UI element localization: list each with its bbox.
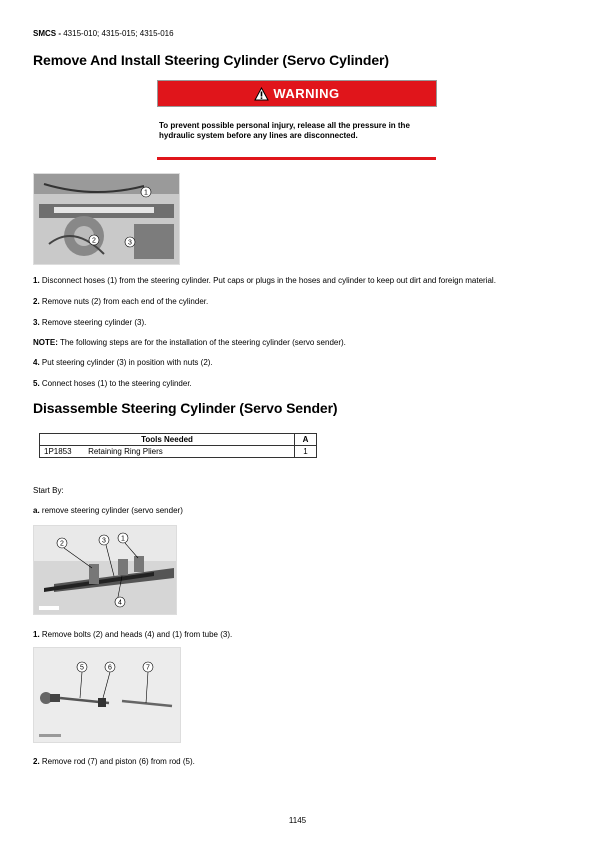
- tool-cell: [40, 446, 295, 458]
- figure-cylinder-tube-parts: [33, 525, 177, 615]
- fig2-callout-1: 1: [121, 535, 125, 543]
- step-number: 3.: [33, 318, 40, 327]
- tool-part-number: 1P1853: [44, 447, 72, 456]
- step-number: 4.: [33, 358, 40, 367]
- step-number: 1.: [33, 276, 40, 285]
- step-number: 2.: [33, 297, 40, 306]
- smcs-codes: 4315-010; 4315-015; 4315-016: [63, 29, 174, 38]
- tool-name: Retaining Ring Pliers: [88, 447, 163, 456]
- table-row: [40, 446, 316, 458]
- fig1-callout-1: 1: [144, 189, 148, 197]
- step-text: Put steering cylinder (3) in position with nuts (2).: [41, 358, 213, 367]
- fig1-callout-3: 3: [128, 239, 132, 247]
- install-note: [33, 338, 346, 347]
- install-step-4: [33, 358, 213, 367]
- figure-rod-piston-parts: [33, 647, 181, 743]
- step-text: Remove nuts (2) from each end of the cylinder.: [41, 297, 209, 306]
- step-text: Connect hoses (1) to the steering cylinder.: [41, 379, 192, 388]
- step-text: Remove rod (7) and piston (6) from rod (5).: [41, 757, 195, 766]
- smcs-line: [33, 29, 174, 38]
- remove-step-1: [33, 276, 496, 285]
- start-by-label: Start By:: [33, 486, 64, 495]
- tool-qty: 1: [295, 446, 317, 458]
- disassemble-step-2: [33, 757, 195, 766]
- remove-step-2: [33, 297, 208, 306]
- remove-step-3: [33, 318, 146, 327]
- warning-triangle-icon: [254, 87, 269, 101]
- fig3-callout-7: 7: [146, 664, 150, 672]
- tools-needed-table: [39, 433, 317, 458]
- page-number: 1145: [288, 816, 307, 825]
- step-number: 1.: [33, 630, 40, 639]
- install-step-5: [33, 379, 192, 388]
- fig2-callout-2: 2: [60, 540, 64, 548]
- fig2-callout-3: 3: [102, 537, 106, 545]
- fig3-callout-5: 5: [80, 664, 84, 672]
- tools-header: Tools Needed: [40, 434, 295, 446]
- step-text: Remove bolts (2) and heads (4) and (1) from tube (3).: [41, 630, 233, 639]
- step-number: 2.: [33, 757, 40, 766]
- step-number: 5.: [33, 379, 40, 388]
- step-text: Disconnect hoses (1) from the steering cylinder. Put caps or plugs in the hoses and cylinder to keep out dirt and foreign material.: [41, 276, 496, 285]
- fig3-callout-6: 6: [108, 664, 112, 672]
- warning-banner: [157, 80, 437, 107]
- warning-label-text: WARNING: [273, 86, 340, 101]
- fig2-callout-4: 4: [118, 599, 122, 607]
- tools-header-row: [40, 434, 316, 446]
- figure-steering-cylinder-installed: [33, 173, 180, 265]
- warning-text: To prevent possible personal injury, release all the pressure in the hydraulic system before any lines are disconnected.: [159, 121, 410, 140]
- step-letter: a.: [33, 506, 40, 515]
- step-text: remove steering cylinder (servo sender): [41, 506, 183, 515]
- section-title-remove-install: Remove And Install Steering Cylinder (Servo Cylinder): [33, 52, 389, 68]
- note-label: NOTE:: [33, 338, 58, 347]
- tools-qty-header: A: [295, 434, 317, 446]
- note-text: The following steps are for the installation of the steering cylinder (servo sender).: [59, 338, 346, 347]
- warning-label: [254, 86, 339, 101]
- section-title-disassemble: Disassemble Steering Cylinder (Servo Sender): [33, 400, 338, 416]
- step-text: Remove steering cylinder (3).: [41, 318, 147, 327]
- disassemble-step-1: [33, 630, 232, 639]
- smcs-label: SMCS -: [33, 29, 61, 38]
- warning-divider: [157, 157, 436, 160]
- start-by-step-a: [33, 506, 183, 515]
- fig1-callout-2: 2: [92, 237, 96, 245]
